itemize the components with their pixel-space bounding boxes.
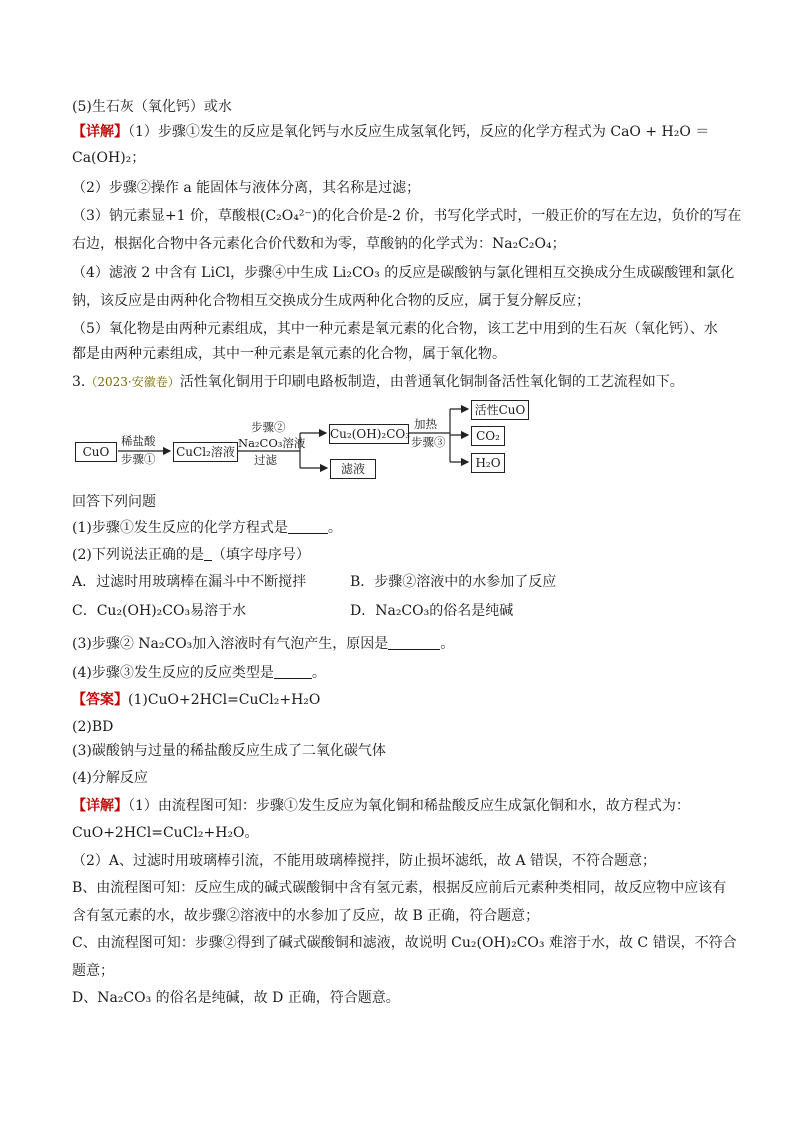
label-step2: 步骤② <box>251 420 286 434</box>
detail-1-line-2: Ca(OH)₂； <box>72 150 146 166</box>
box-cuo: CuO <box>75 442 117 462</box>
detail-1-line-4: （3）钠元素显+1 价，草酸根(C₂O₄²⁻)的化合价是-2 价，书写化学式时，一般正价的写在左边，负价的写在 <box>72 208 742 224</box>
answer-line-2: (2)BD <box>72 719 114 735</box>
label-filter: 过滤 <box>254 453 277 467</box>
box-filtrate: 滤液 <box>330 459 376 479</box>
sub-question-4: (4)步骤③发生反应的反应类型是 。 <box>72 665 326 681</box>
detail-2-line-1: 【详解】（1）由流程图可知：步骤①发生反应为氧化铜和稀盐酸反应生成氯化铜和水，故方程式为： <box>72 798 690 814</box>
blank-2 <box>204 546 212 561</box>
label-step3: 步骤③ <box>411 435 446 449</box>
detail-1-line-6: （4）滤液 2 中含有 LiCl，步骤④中生成 Li₂CO₃ 的反应是碳酸钠与氯化锂相互交换成分生成碳酸锂和氯化 <box>72 265 735 281</box>
sub-question-1: (1)步骤①发生反应的化学方程式是 。 <box>72 520 342 536</box>
detail-2-line-5: 含有氢元素的水，故步骤②溶液中的水参加了反应，故 B 正确，符合题意； <box>72 908 540 924</box>
answer-tag: 【答案】 <box>72 692 128 708</box>
label-reagent1: 稀盐酸 <box>121 434 156 448</box>
label-heat: 加热 <box>414 417 437 431</box>
detail-tag: 【详解】 <box>72 124 128 140</box>
label-step1: 步骤① <box>121 452 156 466</box>
detail-1-line-3: （2）步骤②操作 a 能固体与液体分离，其名称是过滤； <box>72 180 421 196</box>
question-source: （2023·安徽卷） <box>85 375 180 389</box>
detail-1-line-9: 都是由两种元素组成，其中一种元素是氧元素的化合物，属于氧化物。 <box>72 346 506 362</box>
box-active-cuo: 活性CuO <box>471 400 529 420</box>
sub-question-3: (3)步骤② Na₂CO₃加入溶液时有气泡产生，原因是 。 <box>72 636 455 652</box>
answer-line-4: (4)分解反应 <box>72 770 148 786</box>
question-3-stem: 3.（2023·安徽卷）活性氧化铜用于印刷电路板制造，由普通氧化铜制备活性氧化铜的工艺流程如下。 <box>72 374 684 390</box>
box-h2o: H₂O <box>471 453 505 473</box>
detail-2-line-8: D、Na₂CO₃ 的俗名是纯碱，故 D 正确，符合题意。 <box>72 990 400 1006</box>
option-a: A．过滤时用玻璃棒在漏斗中不断搅拌 <box>72 574 307 590</box>
detail-2-line-4: B、由流程图可知：反应生成的碱式碳酸铜中含有氢元素，根据反应前后元素种类相同，故反应物中应该有 <box>72 880 727 896</box>
detail-1-line-8: （5）氧化物是由两种元素组成，其中一种元素是氧元素的化合物，该工艺中用到的生石灰（氧化钙）、水 <box>72 321 718 337</box>
detail-1-line-1: 【详解】（1）步骤①发生的反应是氧化钙与水反应生成氢氧化钙，反应的化学方程式为 CaO + H₂O ＝ <box>72 124 710 140</box>
detail-2-line-2: CuO+2HCl=CuCl₂+H₂O。 <box>72 825 259 841</box>
detail-tag: 【详解】 <box>72 798 128 814</box>
label-reagent2: Na₂CO₃溶液 <box>238 436 306 450</box>
box-cucl2-solution: CuCl₂溶液 <box>173 442 238 462</box>
option-c: C．Cu₂(OH)₂CO₃易溶于水 <box>72 603 247 619</box>
box-co2: CO₂ <box>471 426 505 446</box>
detail-2-line-6: C、由流程图可知：步骤②得到了碱式碳酸铜和滤液，故说明 Cu₂(OH)₂CO₃ 难溶于水，故 C 错误，不符合 <box>72 935 737 951</box>
blank-1 <box>288 519 328 534</box>
answer-5: (5)生石灰（氧化钙）或水 <box>72 99 232 115</box>
option-d: D．Na₂CO₃的俗名是纯碱 <box>350 603 514 619</box>
answer-line-1: 【答案】(1)CuO+2HCl=CuCl₂+H₂O <box>72 692 321 708</box>
detail-1-line-7: 钠，该反应是由两种化合物相互交换成分生成两种化合物的反应，属于复分解反应； <box>72 293 590 309</box>
process-flow-diagram <box>72 397 532 482</box>
detail-2-line-3: （2）A、过滤时用玻璃棒引流，不能用玻璃棒搅拌，防止损坏滤纸，故 A 错误，不符合题意； <box>72 853 657 869</box>
detail-2-line-7: 题意； <box>72 963 114 979</box>
answer-line-3: (3)碳酸钠与过量的稀盐酸反应生成了二氧化碳气体 <box>72 743 386 759</box>
blank-4 <box>274 664 312 679</box>
sub-question-2: (2)下列说法正确的是 （填字母序号） <box>72 547 310 563</box>
box-basic-copper-carbonate: Cu₂(OH)₂CO₃ <box>329 424 409 444</box>
blank-3 <box>388 635 440 650</box>
question-number: 3. <box>72 374 86 390</box>
detail-1-line-5: 右边，根据化合物中各元素化合价代数和为零，草酸钠的化学式为：Na₂C₂O₄； <box>72 236 566 252</box>
option-b: B．步骤②溶液中的水参加了反应 <box>350 574 557 590</box>
question-prompt: 回答下列问题 <box>72 494 156 510</box>
